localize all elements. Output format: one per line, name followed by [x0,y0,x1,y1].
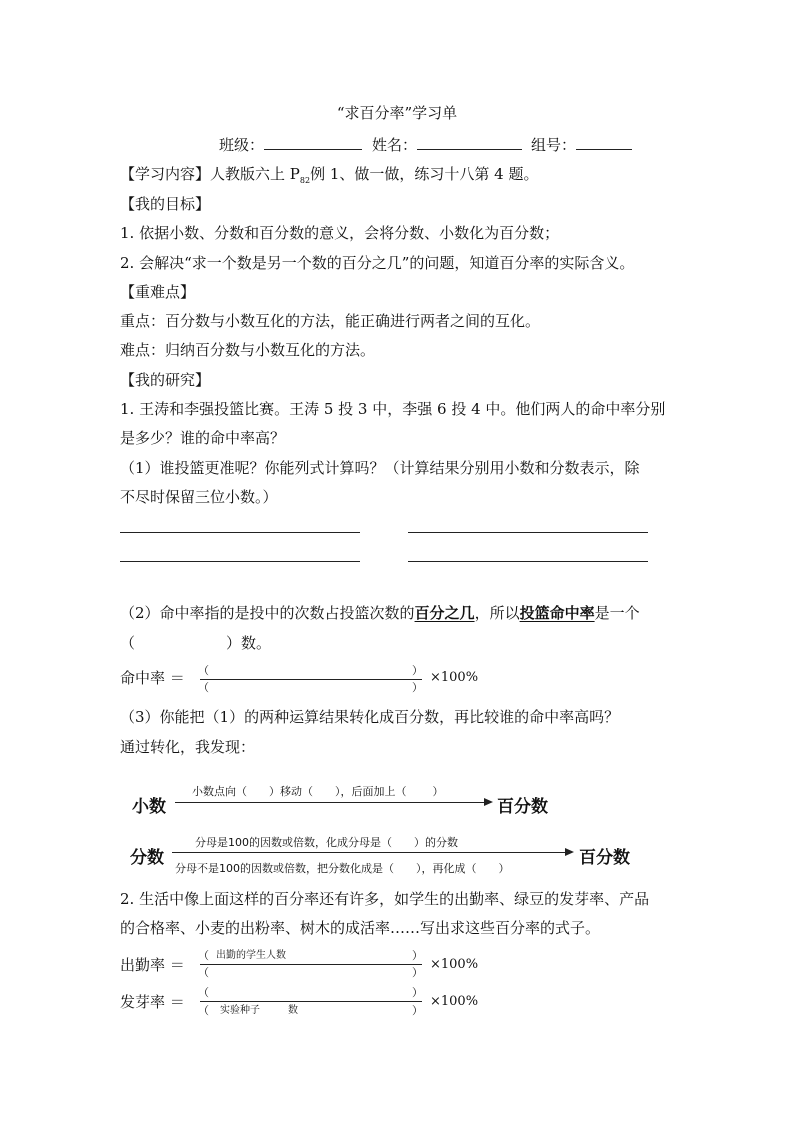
question-1a-line1: （1）谁投篮更准呢？你能列式计算吗？（计算结果分别用小数和分数表示，除 [120,459,640,477]
numerator-close-paren: ） [412,664,423,677]
question-1c: （3）你能把（1）的两种运算结果转化成百分数，再比较谁的命中率高吗？ [120,708,620,726]
attendance-den-close: ） [412,966,423,979]
germination-den-open: （ [198,1004,209,1017]
answer-line[interactable] [408,561,648,562]
content-label: 【学习内容】 [120,165,211,183]
learning-content [120,164,538,191]
arrow-decimal-to-percent [175,802,491,803]
attendance-label: 出勤率 ＝ [120,956,185,974]
goals-heading: 【我的目标】 [120,195,211,213]
group-blank[interactable] [576,134,632,150]
content-text-b: 例 1、做一做，练习十八第 4 题。 [310,165,539,183]
q1b-mid: ，所以 [474,604,520,622]
denominator-close-paren: ） [412,681,423,694]
group-field [531,134,632,155]
germination-den-b: 数 [288,1005,298,1016]
group-label: 组号： [531,136,577,154]
attendance-num-open: 出勤的学生人数 （ [198,949,286,962]
question-1-line1: 1. 王涛和李强投篮比赛。王涛 5 投 3 中，李强 6 投 4 中。他们两人的命中率分别 [120,400,666,418]
germination-num-close: ） [412,986,423,999]
goal-item: 1. 依据小数、分数和百分数的意义，会将分数、小数化为百分数； [120,224,560,242]
answer-line[interactable] [408,532,648,533]
content-page: 82 [299,176,311,185]
goal-item: 2. 会解决“求一个数是另一个数的百分之几”的问题，知道百分率的实际含义。 [120,254,635,272]
q1b-post: 是一个 [594,604,640,622]
attendance-fraction-bar [200,964,422,965]
name-blank[interactable] [417,134,522,150]
discover-text: 通过转化，我发现： [120,738,256,756]
germination-den-close: ） [412,1004,423,1017]
answer-line[interactable] [120,532,360,533]
content-text-a: 人教版六上 P [210,165,300,183]
question-1b-line1 [120,603,640,623]
research-heading: 【我的研究】 [120,371,211,389]
class-blank[interactable] [264,134,362,150]
class-label: 班级： [219,136,265,154]
q1b-pre: （2）命中率指的是投中的次数占投篮次数的 [120,604,415,622]
name-field [372,134,522,155]
diagram-percent-2: 百分数 [579,848,630,868]
key-point-difficulty: 难点：归纳百分数与小数互化的方法。 [120,341,376,359]
germination-num-open: （ [198,986,209,999]
q1b-line2-open: （ [120,634,136,652]
q1b-line2-close: ）数。 [226,634,272,652]
key-points-heading: 【重难点】 [120,283,196,301]
question-2-line1: 2. 生活中像上面这样的百分率还有许多，如学生的出勤率、绿豆的发芽率、产品 [120,890,650,908]
fraction-bar [200,679,422,680]
attendance-times-100: ×100% [430,957,479,972]
germination-fraction-bar [200,1001,422,1002]
diagram-decimal: 小数 [132,797,166,817]
name-label: 姓名： [372,136,418,154]
q1b-emphasis-hit-rate: 投篮命中率 [519,604,595,622]
arrow-fraction-to-percent [172,852,572,853]
decimal-rule-label: 小数点向（ ）移动（ ），后面加上（ ） [192,785,444,798]
germination-den-a: 实验种子 [220,1005,260,1016]
fraction-rule-1: 分母是100的因数或倍数，化成分母是（ ）的分数 [195,836,458,849]
diagram-percent-1: 百分数 [497,797,548,817]
question-1a-line2: 不尽时保留三位小数。） [120,488,278,506]
key-point-focus: 重点：百分数与小数互化的方法，能正确进行两者之间的互化。 [120,312,541,330]
denominator-open-paren: （ [198,681,209,694]
fraction-rule-2: 分母不是100的因数或倍数，把分数化成是（ ），再化成（ ） [175,862,510,875]
hit-rate-label: 命中率 ＝ [120,669,185,687]
attendance-num-close: ） [412,949,423,962]
germination-label: 发芽率 ＝ [120,993,185,1011]
germination-times-100: ×100% [430,994,479,1009]
times-100-percent: ×100% [430,670,479,685]
numerator-open-paren: （ [198,664,209,677]
page-title: “求百分率”学习单 [336,104,458,122]
question-2-line2: 的合格率、小麦的出粉率、树木的成活率……写出求这些百分率的式子。 [120,919,601,937]
question-1-line2: 是多少？谁的命中率高？ [120,429,286,447]
diagram-fraction: 分数 [130,848,164,868]
answer-line[interactable] [120,561,360,562]
class-field [219,134,362,155]
q1b-emphasis-percent: 百分之几 [414,604,475,622]
attendance-den-open: （ [198,966,209,979]
